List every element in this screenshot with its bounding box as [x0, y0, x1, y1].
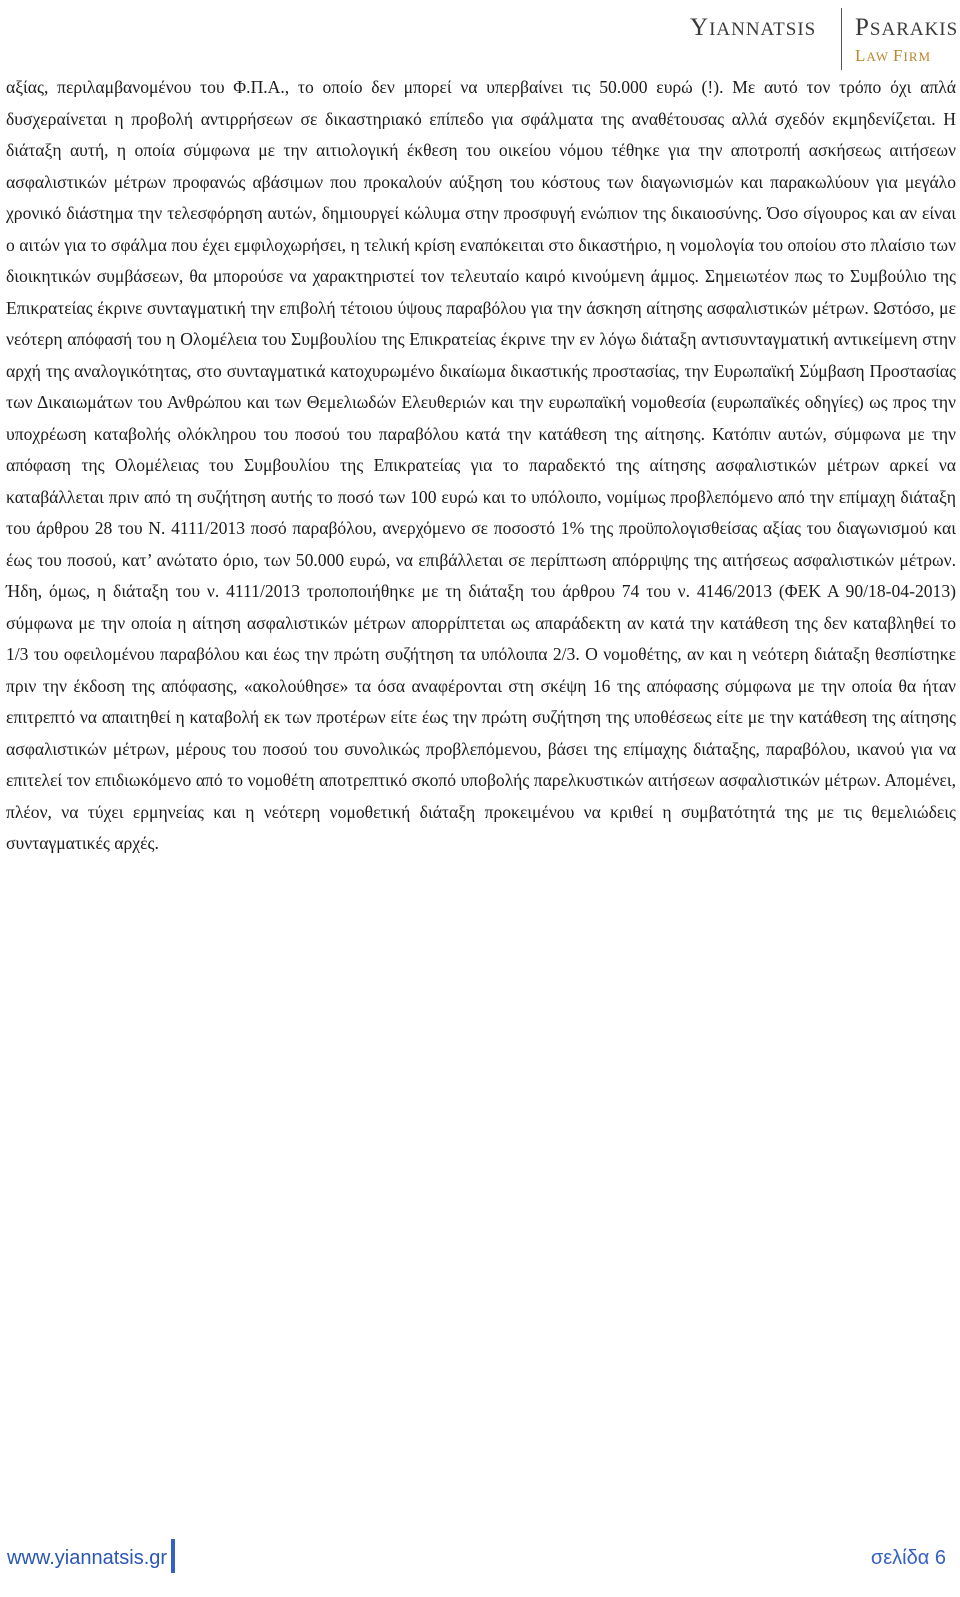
page-number: σελίδα 6: [870, 1547, 946, 1569]
website-link[interactable]: www.yiannatsis.gr: [7, 1547, 168, 1569]
logo-law-firm: LAW FIRM: [855, 46, 932, 65]
logo-name-second: PSARAKIS: [855, 14, 959, 41]
letterhead: [690, 6, 959, 76]
body-paragraph: αξίας, περιλαμβανομένου του Φ.Π.Α., το οποίο δεν μπορεί να υπερβαίνει τις 50.000 ευρώ (!). Με αυτό τον τρόπο όχι απλά δυσχεραίνεται η προβολή αντιρρήσεων σε δικαστηριακό επίπεδο για σφάλματα της αναθέτουσας αλλά σχεδόν εκμηδενίζεται. Η διάταξη αυτή, η οποία σύμφωνα με την αιτιολογική έκθεση του οικείου νόμου τέθηκε για την αποτροπή ασκήσεως αιτήσεων ασφαλιστικών μέτρων προφανώς αβάσιμων που προκαλούν αύξηση του κόστους των διαγωνισμών και παρακωλύουν για μεγάλο χρονικό διάστημα την τελεσφόρηση αυτών, δημιουργεί κώλυμα στην προσφυγή ενώπιον της δικαιοσύνης. Όσο σίγουρος και αν είναι ο αιτών για το σφάλμα που έχει εμφιλοχωρήσει, η τελική κρίση εναπόκειται στο δικαστήριο, η νομολογία του οποίου στο πλαίσιο των διοικητικών συμβάσεων, θα μπορούσε να χαρακτηριστεί τον τελευταίο καιρό κινούμενη άμμος. Σημειωτέον πως το Συμβούλιο της Επικρατείας έκρινε συνταγματική την επιβολή τέτοιου ύψους παραβόλου για την άσκηση αίτησης ασφαλιστικών μέτρων. Ωστόσο, με νεότερη απόφασή του η Ολομέλεια του Συμβουλίου της Επικρατείας έκρινε την εν λόγω διάταξη αντισυνταγματική αντικείμενη στην αρχή της αναλογικότητας, στο συνταγματικά κατοχυρωμένο δικαίωμα δικαστικής προστασίας, την Ευρωπαϊκή Σύμβαση Προστασίας των Δικαιωμάτων του Ανθρώπου και των Θεμελιωδών Ελευθεριών και την ευρωπαϊκή νομοθεσία (ευρωπαϊκές οδηγίες) ως προς την υποχρέωση καταβολής ολόκληρου του ποσού του παραβόλου κατά την κατάθεση της αίτησης. Κατόπιν αυτών, σύμφωνα με την απόφαση της Ολομέλειας του Συμβουλίου της Επικρατείας για το παραδεκτό της αίτησης ασφαλιστικών μέτρων αρκεί να καταβάλλεται πριν από τη συζήτηση αυτής το ποσό των 100 ευρώ και το υπόλοιπο, νομίμως προβλεπόμενο από την επίμαχη διάταξη του άρθρου 28 του Ν. 4111/2013 ποσό παραβόλου, ανερχόμενο σε ποσοστό 1% της προϋπολογισθείσας αξίας του διαγωνισμού και έως του ποσού, κατ’ ανώτατο όριο, των 50.000 ευρώ, να επιβάλλεται σε περίπτωση απόρριψης της αιτήσεως ασφαλιστικών μέτρων. Ήδη, όμως, η διάταξη του ν. 4111/2013 τροποποιήθηκε με τη διάταξη του άρθρου 74 του ν. 4146/2013 (ΦΕΚ Α 90/18-04-2013) σύμφωνα με την οποία η αίτηση ασφαλιστικών μέτρων απορρίπτεται ως απαράδεκτη αν κατά την κατάθεση της δεν καταβληθεί το 1/3 του οφειλομένου παραβόλου και έως την πρώτη συζήτηση τα υπόλοιπα 2/3. Ο νομοθέτης, αν και η νεότερη διάταξη θεσπίστηκε πριν την έκδοση της απόφασης, «ακολούθησε» τα όσα αναφέρονται στη σκέψη 16 της απόφασης σύμφωνα με την οποία θα ήταν επιτρεπτό να απαιτηθεί η καταβολή εκ των προτέρων είτε έως την πρώτη συζήτηση της υποθέσεως είτε με την κατάθεση της αίτησης ασφαλιστικών μέτρων, μέρους του ποσού του συνολικώς προβλεπόμενου, βάσει της επίμαχης διάταξης, παραβόλου, ικανού για να επιτελεί τον επιδιωκόμενο από το νομοθέτη αποτρεπτικό σκοπό υποβολής παρελκυστικών αιτήσεων ασφαλιστικών μέτρων. Απομένει, πλέον, να τύχει ερμηνείας και η νεότερη νομοθετική διάταξη προκειμένου να κριθεί η συμβατότητά της με τις θεμελιώδεις συνταγματικές αρχές.: [6, 77, 956, 853]
page-footer: [0, 1537, 960, 1597]
footer-divider: [171, 1539, 175, 1573]
logo-name-first: YIANNATSIS: [690, 14, 817, 41]
logo-divider: [841, 8, 842, 70]
